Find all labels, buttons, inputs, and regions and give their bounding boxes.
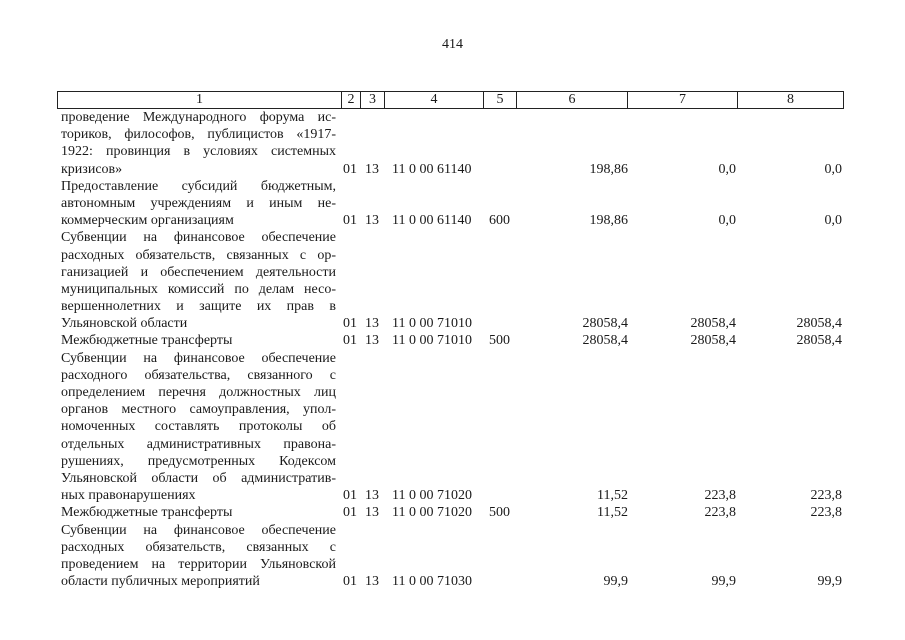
cell-col7: 28058,4 bbox=[690, 333, 736, 349]
description-line: рушениях, предусмотренных Кодексом bbox=[61, 453, 336, 469]
row-description bbox=[61, 229, 336, 332]
description-line: области публичных мероприятий bbox=[61, 574, 260, 590]
description-line: ных правонарушениях bbox=[61, 488, 196, 504]
cell-col7: 223,8 bbox=[704, 488, 736, 504]
table-row bbox=[0, 229, 905, 332]
cell-col5: 600 bbox=[489, 213, 510, 229]
row-description bbox=[61, 178, 336, 230]
table-row bbox=[0, 332, 905, 349]
cell-col4: 11 0 00 71030 bbox=[392, 574, 472, 590]
cell-col3: 13 bbox=[365, 488, 379, 504]
cell-col4: 11 0 00 71010 bbox=[392, 333, 472, 349]
description-line: номоченных составлять протоколы об bbox=[61, 419, 336, 435]
cell-col7: 99,9 bbox=[711, 574, 736, 590]
description-line: Субвенции на финансовое обеспечение bbox=[61, 230, 336, 246]
cell-col6: 198,86 bbox=[589, 213, 628, 229]
header-col-4: 4 bbox=[385, 92, 484, 108]
cell-col3: 13 bbox=[365, 213, 379, 229]
description-line: проведение Международного форума ис- bbox=[61, 110, 336, 125]
description-line: Предоставление субсидий бюджетным, bbox=[61, 178, 336, 194]
table-header-row bbox=[57, 91, 844, 109]
cell-col3: 13 bbox=[365, 574, 379, 590]
cell-col2: 01 bbox=[343, 213, 357, 229]
cell-col2: 01 bbox=[343, 574, 357, 590]
description-line: ториков, философов, публицистов «1917- bbox=[61, 127, 336, 143]
header-col-5: 5 bbox=[484, 92, 517, 108]
table-row bbox=[0, 504, 905, 521]
cell-col8: 0,0 bbox=[824, 213, 842, 229]
table-row bbox=[0, 522, 905, 591]
description-line: автономным учреждениям и иным не- bbox=[61, 195, 336, 211]
cell-col2: 01 bbox=[343, 505, 357, 521]
description-line: органов местного самоуправления, упол- bbox=[61, 402, 336, 418]
description-line: Межбюджетные трансферты bbox=[61, 333, 233, 349]
description-line: Ульяновской области об административ- bbox=[61, 470, 336, 486]
cell-col6: 99,9 bbox=[603, 574, 628, 590]
header-col-1: 1 bbox=[58, 92, 342, 108]
cell-col6: 198,86 bbox=[589, 161, 628, 177]
cell-col6: 11,52 bbox=[597, 488, 628, 504]
cell-col3: 13 bbox=[365, 333, 379, 349]
cell-col7: 28058,4 bbox=[690, 316, 736, 332]
header-col-7: 7 bbox=[628, 92, 738, 108]
description-line: Ульяновской области bbox=[61, 316, 188, 332]
cell-col4: 11 0 00 71020 bbox=[392, 488, 472, 504]
cell-col3: 13 bbox=[365, 161, 379, 177]
description-line: Субвенции на финансовое обеспечение bbox=[61, 350, 336, 366]
cell-col6: 28058,4 bbox=[582, 333, 628, 349]
cell-col8: 223,8 bbox=[810, 505, 842, 521]
description-line: ганизацией и обеспечением деятельности bbox=[61, 264, 336, 280]
cell-col7: 0,0 bbox=[718, 161, 736, 177]
cell-col4: 11 0 00 71010 bbox=[392, 316, 472, 332]
cell-col7: 223,8 bbox=[704, 505, 736, 521]
description-line: отдельных административных правона- bbox=[61, 436, 336, 452]
description-line: Межбюджетные трансферты bbox=[61, 505, 233, 521]
row-description bbox=[61, 522, 336, 591]
cell-col8: 28058,4 bbox=[796, 316, 842, 332]
row-description bbox=[61, 350, 336, 505]
header-col-3: 3 bbox=[361, 92, 385, 108]
header-col-8: 8 bbox=[787, 92, 794, 107]
cell-col7: 0,0 bbox=[718, 213, 736, 229]
cell-col6: 11,52 bbox=[597, 505, 628, 521]
cell-col3: 13 bbox=[365, 505, 379, 521]
cell-col4: 11 0 00 61140 bbox=[392, 213, 472, 229]
description-line: кризисов» bbox=[61, 161, 123, 177]
header-col-2: 2 bbox=[342, 92, 361, 108]
header-col-6: 6 bbox=[517, 92, 628, 108]
page-number: 414 bbox=[442, 37, 463, 52]
cell-col8: 0,0 bbox=[824, 161, 842, 177]
table-row bbox=[0, 350, 905, 505]
cell-col5: 500 bbox=[489, 505, 510, 521]
cell-col8: 28058,4 bbox=[796, 333, 842, 349]
description-line: расходных обязательств, связанных с ор- bbox=[61, 247, 336, 263]
row-description bbox=[61, 332, 336, 349]
description-line: проведением на территории Ульяновской bbox=[61, 556, 336, 572]
cell-col2: 01 bbox=[343, 488, 357, 504]
cell-col5: 500 bbox=[489, 333, 510, 349]
cell-col6: 28058,4 bbox=[582, 316, 628, 332]
cell-col2: 01 bbox=[343, 333, 357, 349]
description-line: муниципальных комиссий по делам несо- bbox=[61, 281, 336, 297]
table-body bbox=[0, 109, 905, 590]
description-line: Субвенции на финансовое обеспечение bbox=[61, 522, 336, 538]
cell-col4: 11 0 00 61140 bbox=[392, 161, 472, 177]
description-line: расходного обязательства, связанного с bbox=[61, 367, 336, 383]
row-description bbox=[61, 109, 336, 178]
description-line: вершеннолетних и защите их прав в bbox=[61, 299, 336, 315]
cell-col8: 99,9 bbox=[817, 574, 842, 590]
table-row bbox=[0, 109, 905, 178]
description-line: определением перечня должностных лиц bbox=[61, 385, 336, 400]
description-line: 1922: провинция в условиях системных bbox=[61, 144, 336, 160]
cell-col2: 01 bbox=[343, 316, 357, 332]
table-row bbox=[0, 178, 905, 230]
description-line: расходных обязательств, связанных с bbox=[61, 539, 336, 555]
description-line: коммерческим организациям bbox=[61, 213, 234, 229]
cell-col2: 01 bbox=[343, 161, 357, 177]
cell-col8: 223,8 bbox=[810, 488, 842, 504]
cell-col3: 13 bbox=[365, 316, 379, 332]
cell-col4: 11 0 00 71020 bbox=[392, 505, 472, 521]
row-description bbox=[61, 504, 336, 521]
